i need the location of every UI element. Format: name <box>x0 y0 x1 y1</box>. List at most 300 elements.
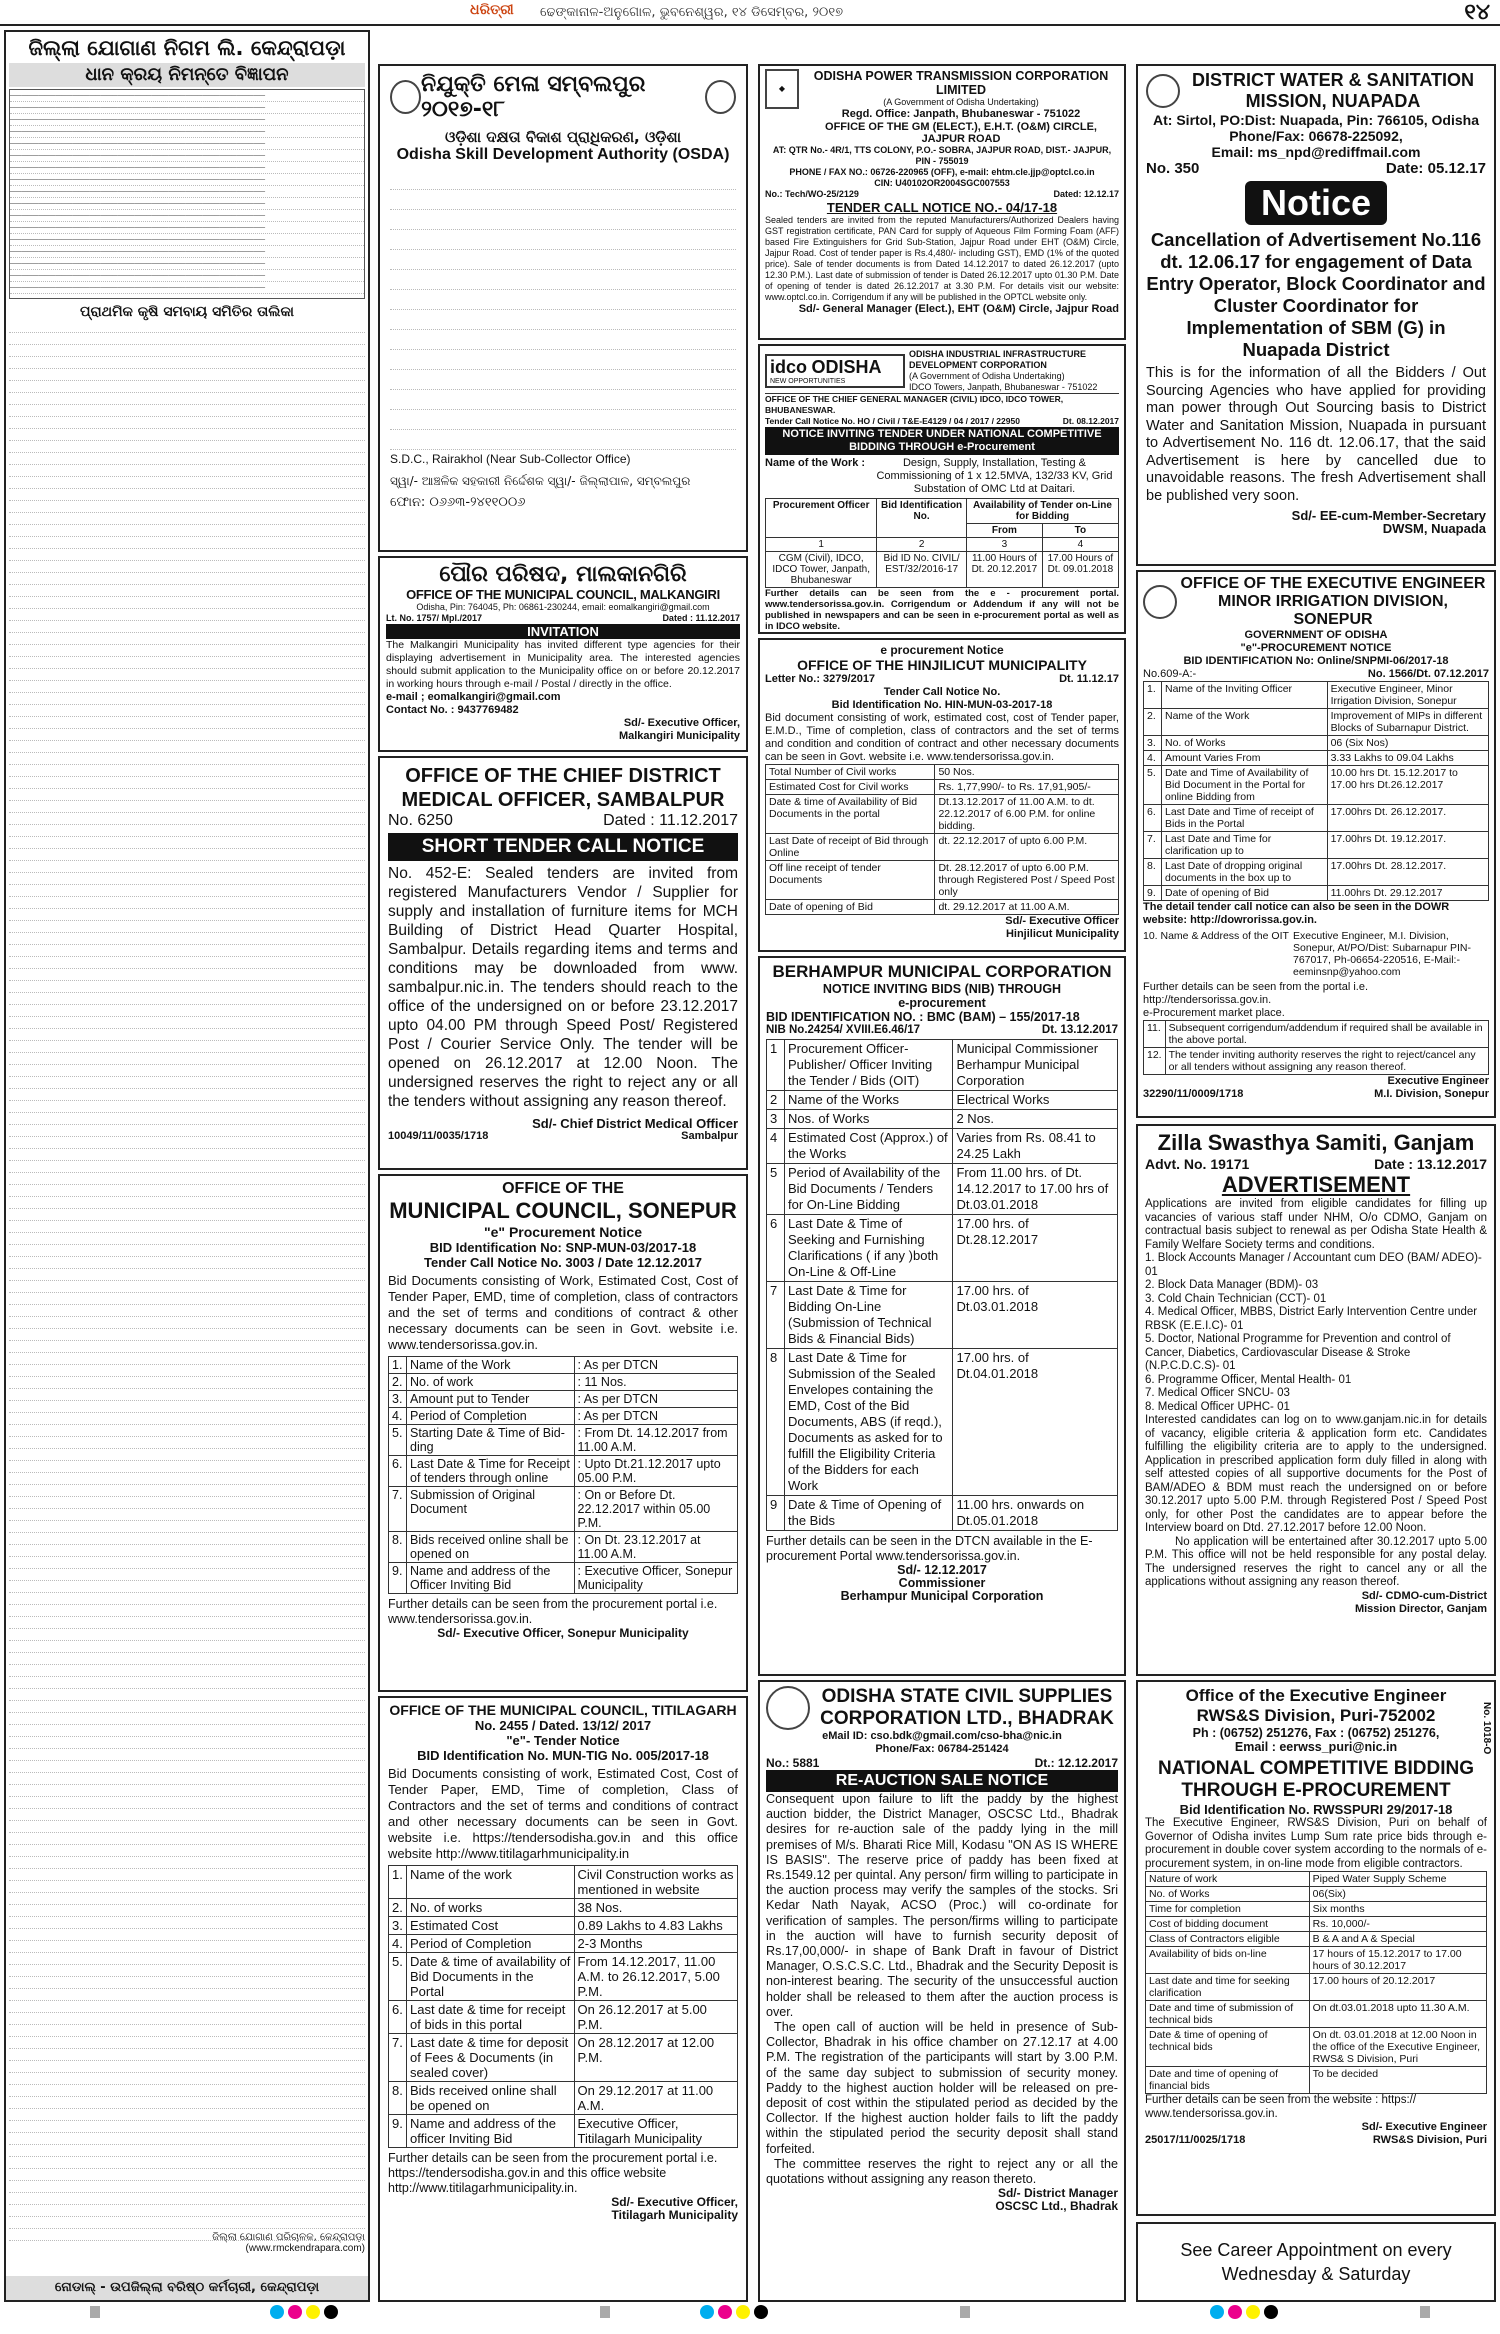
list-item <box>9 1629 365 1641</box>
list-item <box>9 1761 365 1773</box>
row-number: 6. <box>1144 805 1162 832</box>
row-label: Name of the Work <box>1162 709 1328 736</box>
list-item <box>9 1665 365 1677</box>
row-number: 2. <box>389 1374 407 1391</box>
list-item <box>9 993 365 1005</box>
letter-date: Dated : 11.12.2017 <box>662 613 740 623</box>
list-item <box>9 1737 365 1749</box>
cdmo-no: No. 6250 <box>388 812 453 829</box>
idco-office: OFFICE OF THE CHIEF GENERAL MANAGER (CIVIL) IDCO, IDCO TOWER, BHUBANESWAR. <box>765 394 1064 415</box>
row-label: Time for completion <box>1146 1902 1310 1917</box>
berhampur-table <box>766 1039 1118 1531</box>
row-number: 3. <box>1144 736 1162 751</box>
idco-title: ODISHA INDUSTRIAL INFRASTRUCTURE DEVELOPMENT CORPORATION <box>909 349 1086 370</box>
optcl-office: OFFICE OF THE GM (ELECT.), E.H.T. (O&M) CIRCLE, JAJPUR ROAD <box>825 121 1097 145</box>
hinjilicut-bid: Bid Identification No. HIN-MUN-03-2017-18 <box>831 699 1053 711</box>
row-number: 3 <box>767 1110 785 1129</box>
zss-body: Interested candidates can log on to www.ganjam.nic.in for details of vacancy, eligible criteria & application form etc. Candidates fulfilling the eligibility criteria are to apply to the undersigned. Application in prescribed application form duly filled in along with self attested copies of all supportive documents for the Post of BAM/ADEO & BDM must reach the undersigned on or before 30.12.2017 upto 5.00 P.M. through Registered Post / Speed Post only, for other Post the candidates are to appear before the Interview board on Dtd. 27.12.2017 before 12.00 Noon. <box>1145 1414 1487 1534</box>
row-label: Period of Completion <box>407 1935 575 1953</box>
row-value: 11.00hrs Dt. 29.12.2017 <box>1327 886 1488 901</box>
list-item <box>9 1905 365 1917</box>
table-row <box>389 2034 738 2082</box>
list-item <box>9 2193 365 2205</box>
berhampur-bid: BID IDENTIFICATION NO. : BMC (BAM) – 155/2017-18 <box>766 1010 1080 1024</box>
idco-tagline: NEW OPPORTUNITIES <box>770 378 846 385</box>
table-row <box>1146 2028 1487 2067</box>
row-value: On 29.12.2017 at 11.00 A.M. <box>574 2082 737 2115</box>
row-number: 7. <box>389 1487 407 1532</box>
reauction-bar: RE-AUCTION SALE NOTICE <box>766 1770 1118 1792</box>
oscsc-body2: The open call of auction will be held in presence of Sub-Collector, Bhadrak in his office chamber on 27.12.17 at 4.00 P.M. The registration of the participants will start by 3.00 P.M. of the same day subject to submission of security money. Paddy to the highest auction holder will be released on pre-deposit of cost within the stipulated period as decided by the Collector. If the highest auction holder fails to lift the paddy within the stipulated period the security deposit shall stand forfeited. <box>766 2020 1118 2156</box>
row-label: Last Date & Time of Seeking and Furnishing Clarifications ( if any )both On-Line & Off-Line <box>785 1215 953 1282</box>
row-number: 1. <box>389 1866 407 1899</box>
list-item <box>9 1521 365 1533</box>
titilagarh-table <box>388 1865 738 2148</box>
list-item <box>9 957 365 969</box>
row-label: Date of opening of Bid <box>1162 886 1328 901</box>
berhampur-nib-notice <box>758 956 1126 1676</box>
row-number: 9. <box>389 2115 407 2148</box>
sonepur-title2: MUNICIPAL COUNCIL, SONEPUR <box>389 1198 737 1223</box>
list-item <box>9 1797 365 1809</box>
cdmo-short-tender <box>378 756 748 1170</box>
list-item <box>9 1365 365 1377</box>
table-row <box>1146 2001 1487 2028</box>
list-item <box>9 1701 365 1713</box>
list-item <box>9 1941 365 1953</box>
list-item <box>9 1785 365 1797</box>
optcl-title: ODISHA POWER TRANSMISSION CORPORATION LIMITED <box>813 69 1109 97</box>
minor-oit-label: 10. Name & Address of the OIT <box>1143 930 1289 942</box>
minor-sig2: M.I. Division, Sonepur <box>1374 1088 1489 1100</box>
list-item <box>9 921 365 933</box>
cdmo-title2: MEDICAL OFFICER, SAMBALPUR <box>401 789 725 811</box>
list-item <box>9 441 365 453</box>
row-number: 5. <box>1144 766 1162 805</box>
list-item <box>9 825 365 837</box>
list-item <box>9 1137 365 1149</box>
berhampur-sub1: NOTICE INVITING BIDS (NIB) THROUGH <box>822 982 1062 996</box>
bottom-bar: ନୋଡାଲ୍ - ଉପଜିଲ୍ଲା ବରିଷ୍ଠ କର୍ମଚାରୀ, କେନ୍ଦ୍ରାପଡ଼ା <box>6 2276 368 2300</box>
row-number: 2. <box>389 1899 407 1917</box>
sonepur-footer: Further details can be seen from the procurement portal i.e. www.tendersorissa.gov.in. <box>388 1597 718 1626</box>
idco-tender-notice <box>758 344 1126 634</box>
optcl-ref <box>765 189 1119 200</box>
registration-mark-magenta <box>288 2305 302 2319</box>
row-value: : On or Before Dt. 22.12.2017 within 05.00 P.M. <box>574 1487 737 1532</box>
row-number: 1. <box>389 1357 407 1374</box>
row-value: 06 (Six Nos) <box>1327 736 1488 751</box>
row-value: On dt. 03.01.2018 at 12.00 Noon in the office of the Executive Engineer, RWS& S Division, Puri <box>1309 2028 1486 2067</box>
row-label: Procurement Officer-Publisher/ Officer Inviting the Tender / Bids (OIT) <box>785 1040 953 1091</box>
emblem-icon <box>1146 74 1180 108</box>
list-item <box>9 2061 365 2073</box>
list-item <box>9 2001 365 2013</box>
registration-mark-yellow <box>1246 2305 1260 2319</box>
ad-subtitle: ଧାନ କ୍ରୟ ନିମନ୍ତେ ବିଜ୍ଞାପନ <box>9 63 365 87</box>
table-row <box>1146 1902 1487 1917</box>
hinjilicut-sig1: Sd/- Executive Officer <box>1005 915 1119 927</box>
list-item: 3. Cold Chain Technician (CCT)- 01 <box>1145 1292 1327 1305</box>
list-item <box>9 765 365 777</box>
cdmo-code: 10049/11/0035/1718 <box>388 1130 489 1142</box>
table-row <box>389 1899 738 1917</box>
row-value: 17 hours of 15.12.2017 to 17.00 hours of 30.12.2017 <box>1309 1947 1486 1974</box>
idco-c2: 2 <box>877 538 967 552</box>
oscsc-reauction-notice <box>758 1680 1126 2302</box>
row-number: 7. <box>389 2034 407 2082</box>
minor-r11-no: 11. <box>1144 1021 1166 1048</box>
row-number: 4. <box>1144 751 1162 766</box>
osda-job-fair-notice <box>378 64 748 552</box>
row-label: Period of Completion <box>407 1408 575 1425</box>
zss-body2: No application will be entertained after 30.12.2017 upto 5.00 P.M. This office will not be held responsible for any postal delay. The undersigned reserves the right to cancel any or all the applications without assigning any reason thereof. <box>1145 1535 1487 1588</box>
list-item <box>9 2049 365 2061</box>
rwss-side-no: No. 1018-O <box>1481 1702 1492 1755</box>
paper-logo: ଧରିତ୍ରୀ <box>470 2 514 18</box>
odisha-logo-text: ODISHA <box>811 357 882 377</box>
table-row <box>1146 1932 1487 1947</box>
list-item <box>9 1893 365 1905</box>
row-number: 8. <box>389 1532 407 1563</box>
list-item <box>9 1581 365 1593</box>
list-item <box>9 1353 365 1365</box>
society-list <box>9 321 365 2266</box>
oscsc-title1: ODISHA STATE CIVIL SUPPLIES <box>821 1686 1113 1707</box>
minor-sub: "e"-PROCUREMENT NOTICE <box>1240 642 1392 654</box>
row-label: Date & time of Availability of Bid Documents in the portal <box>766 795 935 834</box>
list-item <box>9 633 365 645</box>
row-value: From 11.00 hrs. of Dt. 14.12.2017 to 17.00 hrs of Dt.03.01.2018 <box>953 1164 1118 1215</box>
titilagarh-title: OFFICE OF THE MUNICIPAL COUNCIL, TITILAGARH <box>389 1702 737 1718</box>
row-value: Civil Construction works as mentioned in website <box>574 1866 737 1899</box>
list-item <box>9 885 365 897</box>
list-item <box>9 1725 365 1737</box>
table-row <box>1146 1917 1487 1932</box>
table-row <box>767 1164 1118 1215</box>
list-item: 4. Medical Officer, MBBS, District Early Intervention Centre under RBSK (E.E.I.C)- 01 <box>1145 1306 1478 1332</box>
registration-mark-yellow <box>306 2305 320 2319</box>
society-list-heading: ପ୍ରାଥମିକ କୃଷି ସମବାୟ ସମିତିର ତାଲିକା <box>80 304 294 320</box>
row-label: Amount Varies From <box>1162 751 1328 766</box>
list-item <box>9 1545 365 1557</box>
optcl-tcn: TENDER CALL NOTICE NO.- 04/17-18 <box>826 200 1058 215</box>
dateline: ଢେଙ୍କାନାଳ-ଅନୁଗୋଳ, ଭୁବନେଶ୍ୱର, ୧୪ ଡିସେମ୍ବର, ୨୦୧୭ <box>540 5 844 20</box>
oscsc-email: eMail ID: cso.bdk@gmail.com/cso-bha@nic.in <box>822 1730 1062 1742</box>
row-number: 5 <box>767 1164 785 1215</box>
list-item <box>9 1485 365 1497</box>
zss-ganjam-advertisement <box>1136 1124 1496 1676</box>
list-item <box>9 741 365 753</box>
hinjilicut-letter-row <box>765 673 1119 686</box>
osda-venue: S.D.C., Rairakhol (Near Sub-Collector Office) <box>390 452 631 466</box>
row-number: 5. <box>389 1953 407 2001</box>
osda-org-en: Odisha Skill Development Authority (OSDA) <box>396 146 730 163</box>
rwss-title2: RWS&S Division, Puri-752002 <box>1196 1706 1436 1725</box>
row-value: : As per DTCN <box>574 1408 737 1425</box>
row-value: dt. 22.12.2017 of upto 6.00 P.M. <box>935 834 1119 861</box>
table-row <box>1144 751 1489 766</box>
titilagarh-sig2: Titilagarh Municipality <box>611 2208 738 2222</box>
table-row <box>766 765 1119 780</box>
list-item <box>9 1317 365 1329</box>
optcl-sig: Sd/- General Manager (Elect.), EHT (O&M) Circle, Jajpur Road <box>798 303 1119 315</box>
oscsc-phone: Phone/Fax: 06784-251424 <box>875 1743 1009 1755</box>
list-item <box>9 333 365 345</box>
registration-mark-magenta <box>1228 2305 1242 2319</box>
titilagarh-no: No. 2455 / Dated. 13/12/ 2017 <box>474 1718 652 1733</box>
oscsc-sig1: Sd/- District Manager <box>997 2186 1118 2201</box>
dwsm-title1: DISTRICT WATER & SANITATION <box>1192 70 1474 90</box>
row-label: Date of opening of Bid <box>766 900 935 915</box>
row-label: Date & time of opening of technical bids <box>1146 2028 1310 2067</box>
list-item <box>9 417 365 429</box>
row-value: : 11 Nos. <box>574 1374 737 1391</box>
zss-heading: ADVERTISEMENT <box>1221 1172 1411 1197</box>
hinjilicut-tcn: Tender Call Notice No. <box>883 686 1001 698</box>
table-row <box>767 1496 1118 1531</box>
row-value: dt. 29.12.2017 at 11.00 A.M. <box>935 900 1119 915</box>
cdmo-sig: Sd/- Chief District Medical Officer <box>532 1116 738 1131</box>
idco-tcn: Tender Call Notice No. HO / Civil / T&E-E4129 / 04 / 2017 / 22950 <box>765 416 1020 426</box>
list-item <box>9 1617 365 1629</box>
cdmo-body: No. 452-E: Sealed tenders are invited from registered Manufacturers Vendor / Supplier for supply and installation of furniture items for MCH Building of District Head Quarter Hospital, Sambalpur. Details regarding items and terms and conditions may be downloaded from www. sambalpur.nic.in. The tenders should reach to the office of the undersigned on or before 23.12.2017 upto 04.00 PM through Speed Post/ Registered Post / Courier Service Only. The tender will be opened on 26.12.2017 at 12.00 Noon. The undersigned reserves the right to reject any or all the tenders without assigning any reason thereof. <box>388 865 738 1110</box>
list-item <box>9 1833 365 1845</box>
row-value: Executive Officer, Titilagarh Municipality <box>574 2115 737 2148</box>
list-item <box>9 2169 365 2181</box>
list-item <box>9 669 365 681</box>
row-label: Submission of Original Document <box>407 1487 575 1532</box>
idco-work: Design, Supply, Installation, Testing & Commissioning of 1 x 12.5MVA, 132/33 KV, Grid Substation of OMC Ltd at Daitari. <box>876 457 1113 495</box>
list-item <box>9 873 365 885</box>
minor-further: Further details can be seen from the portal i.e. http://tendersorissa.gov.in. <box>1143 981 1369 1006</box>
list-item <box>9 981 365 993</box>
table-row <box>389 1866 738 1899</box>
oscsc-body1: Consequent upon failure to lift the paddy by the highest auction bidder, the District Manager, OSCSC Ltd., Bhadrak desires for re-auction sale of the paddy lying in the mill premises of M/s. Bharati Rice Mill, Kodasu "ON AS IS WHERE IS BASIS". The reserve price of paddy has been fixed at Rs.1549.12 per quintal. Any person/ firm willing to participate in the auction process may verify the samples of the stocks. Sri Kedar Nath Nayak, ACSO (Proc.) will co-ordinate for verification of samples. The person/firms willing to participate in the auction will have to furnish security deposit of Rs.17,00,000/- in shape of Bank Draft in favour of District Manager, O.S.C.S.C. Ltd., Bhadrak and the Security Deposit is non-interest bearing. The security of the unsuccessful auction holder shall be released to them after the auction process is over. <box>766 1792 1118 2019</box>
osda-phone: ଫୋନ: ୦୬୬୩-୨୪୧୧୦୦୬ <box>390 495 526 510</box>
list-item <box>9 345 365 357</box>
osda-signature: ସ୍ୱା/- ଆଞ୍ଚଳିକ ସହକାରୀ ନିର୍ଦ୍ଦେଶକ ସ୍ୱା/- ଜିଲ୍ଲାପାଳ, ସମ୍ବଲପୁର <box>390 474 691 488</box>
minor-title2: MINOR IRRIGATION DIVISION, SONEPUR <box>1218 593 1448 628</box>
osda-title: ନିଯୁକ୍ତି ମେଳା ସମ୍ବଲପୁର ୨୦୧୭-୧୮ <box>420 72 646 122</box>
dwsm-heading: Cancellation of Advertisement No.116 dt. 12.06.17 for engagement of Data Entry Operator, Block Coordinator and Cluster Coordinator for Implementation of SBM (G) in Nuapada District <box>1146 229 1486 360</box>
minor-title1: OFFICE OF THE EXECUTIVE ENGINEER <box>1180 575 1486 592</box>
list-item <box>9 1989 365 2001</box>
list-item <box>9 837 365 849</box>
row-label: Nos. of Works <box>785 1110 953 1129</box>
row-number: 8 <box>767 1349 785 1496</box>
oscsc-sig2: OSCSC Ltd., Bhadrak <box>995 2199 1118 2214</box>
hinjilicut-body: Bid document consisting of work, estimated cost, cost of Tender paper, E.M.D., Time of completion, class of contractors and the set of terms and condition and condition of contract and other necessary documents can be seen in Govt. website i.e. www.tendersorissa.gov.in. <box>765 712 1119 763</box>
row-label: No. of works <box>407 1899 575 1917</box>
gray-mark <box>960 2306 970 2318</box>
row-label: Nature of work <box>1146 1872 1310 1887</box>
malkangiri-email: e-mail ; eomalkangiri@gmail.com <box>386 691 561 703</box>
table-row <box>389 1563 738 1594</box>
row-value: Piped Water Supply Scheme <box>1309 1872 1486 1887</box>
row-label: Name and address of the officer Inviting Bid <box>407 2115 575 2148</box>
footer-signature: ଜିଲ୍ଲା ଯୋଗାଣ ପରିଚାଳକ, କେନ୍ଦ୍ରାପଡ଼ା <box>212 2232 365 2243</box>
optcl-body: Sealed tenders are invited from the reputed Manufacturers/Authorized Dealers having GST registration certificate, PAN Card for supply of Aqueous Film Forming Foam (AFF) based Fire Extinguishers for Grid Sub-Station, Jajpur Road under EHT (O&M) Circle, Jajpur Road. Cost of tender paper is Rs.4,480/- including GST), EMD (1% of the quoted price). Sale of tender documents is from Dated 14.12.2017 to dated 26.12.2017 (upto 12.30 P.M.). Last date of submission of tender is Dated 26.12.2017 upto 01.30 P.M. Date of opening of tender is dated 26.12.2017 at 3.30 P.M. For details visit our website: www.optcl.co.in. Corrigendum if any will be published in the OPTCL website only. <box>765 215 1119 302</box>
list-item: 7. Medical Officer SNCU- 03 <box>1145 1387 1290 1399</box>
minor-ref <box>1143 668 1489 681</box>
table-row <box>767 1215 1118 1282</box>
list-item <box>9 1473 365 1485</box>
idco-h3: Availability of Tender on-Line for Bidding <box>966 499 1118 524</box>
list-item <box>9 1677 365 1689</box>
row-number: 7 <box>767 1282 785 1349</box>
table-row <box>1146 1887 1487 1902</box>
list-item <box>9 1125 365 1137</box>
row-value: 2-3 Months <box>574 1935 737 1953</box>
table-row <box>1144 709 1489 736</box>
table-row <box>389 1391 738 1408</box>
sonepur-title1: OFFICE OF THE <box>502 1180 624 1197</box>
row-value: On 28.12.2017 at 12.00 P.M. <box>574 2034 737 2082</box>
idco-c3: 3 <box>966 538 1042 552</box>
notice-badge-wrap <box>1146 181 1486 225</box>
rwss-puri-ncb-notice <box>1136 1680 1496 2216</box>
list-item <box>9 1569 365 1581</box>
row-number: 4 <box>767 1129 785 1164</box>
list-item <box>9 1641 365 1653</box>
minor-gov: GOVERNMENT OF ODISHA <box>1244 629 1388 641</box>
row-label: Class of Contractors eligible <box>1146 1932 1310 1947</box>
list-item <box>9 693 365 705</box>
dwsm-body: This is for the information of all the Bidders / Out Sourcing Agencies who have applied for providing man power through Out Sourcing basis to District Water and Sanitation Mission, Nuapada in pursuant to Advertisement No. 116 dt. 12.06.17, that the said Advertisement is here by cancelled due to unavoidable reasons. The fresh Advertisement shall be published very soon. <box>1146 365 1486 504</box>
dwsm-title2: MISSION, NUAPADA <box>1245 91 1421 111</box>
list-item <box>9 777 365 789</box>
row-number: 1. <box>1144 682 1162 709</box>
table-row <box>389 1532 738 1563</box>
list-item <box>9 717 365 729</box>
row-value: 50 Nos. <box>935 765 1119 780</box>
list-item <box>9 1053 365 1065</box>
hinjilicut-top: e procurement Notice <box>880 643 1004 657</box>
list-item <box>9 2097 365 2109</box>
berhampur-sig2: Commissioner <box>898 1576 986 1590</box>
list-item <box>9 801 365 813</box>
list-item <box>9 1749 365 1761</box>
idco-header <box>765 349 1119 394</box>
list-item <box>9 1305 365 1317</box>
list-item: 2. Block Data Manager (BDM)- 03 <box>1145 1279 1319 1291</box>
table-row <box>389 1374 738 1391</box>
cdmo-ref <box>388 812 738 830</box>
row-label: Name of the Work <box>407 1357 575 1374</box>
list-item <box>9 2217 365 2229</box>
row-value: 0.89 Lakhs to 4.83 Lakhs <box>574 1917 737 1935</box>
row-label: Last Date and Time of receipt of Bids in the Portal <box>1162 805 1328 832</box>
row-value: : Executive Officer, Sonepur Municipality <box>574 1563 737 1594</box>
list-item <box>9 1293 365 1305</box>
table-row <box>389 2082 738 2115</box>
row-label: Last Date of receipt of Bid through Online <box>766 834 935 861</box>
malkangiri-ref <box>386 613 740 624</box>
row-number: 8. <box>389 2082 407 2115</box>
list-item <box>9 1089 365 1101</box>
zss-date: Date : 13.12.2017 <box>1374 1156 1487 1172</box>
row-label: Amount put to Tender <box>407 1391 575 1408</box>
list-item <box>9 969 365 981</box>
list-item <box>9 1233 365 1245</box>
row-number: 6. <box>389 2001 407 2034</box>
row-label: Last Date & Time for Receipt of tenders through online <box>407 1456 575 1487</box>
list-item <box>9 453 365 465</box>
list-item <box>9 789 365 801</box>
idco-v2: Bid ID No. CIVIL/ EST/32/2016-17 <box>877 552 967 588</box>
hinjilicut-letter: Letter No.: 3279/2017 <box>765 673 876 685</box>
list-item <box>9 1209 365 1221</box>
berhampur-sig1: Sd/- 12.12.2017 <box>897 1563 987 1577</box>
row-label: Total Number of Civil works <box>766 765 935 780</box>
hinjilicut-title: OFFICE OF THE HINJILICUT MUNICIPALITY <box>797 657 1087 673</box>
gray-mark <box>600 2306 610 2318</box>
table-row <box>389 1935 738 1953</box>
list-item <box>9 1593 365 1605</box>
optcl-date: Dated: 12.12.17 <box>1053 189 1119 199</box>
row-label: Estimated Cost (Approx.) of the Works <box>785 1129 953 1164</box>
rwss-bottom <box>1145 2134 1487 2147</box>
minor-table <box>1143 681 1489 901</box>
malkangiri-contact: Contact No. : 9437769482 <box>386 704 519 716</box>
optcl-header <box>765 69 1119 145</box>
list-item <box>9 2121 365 2133</box>
list-item <box>9 1605 365 1617</box>
sonepur-sub: "e" Procurement Notice <box>484 1224 642 1240</box>
minor-extra-table <box>1143 1020 1489 1075</box>
row-label: Name of the Inviting Officer <box>1162 682 1328 709</box>
table-row <box>1144 766 1489 805</box>
list-item <box>9 1281 365 1293</box>
row-value: 38 Nos. <box>574 1899 737 1917</box>
row-label: Last date & time for deposit of Fees & Documents (in sealed cover) <box>407 2034 575 2082</box>
cdmo-title1: OFFICE OF THE CHIEF DISTRICT <box>405 765 721 787</box>
idco-addr: IDCO Towers, Janpath, Bhubaneswar - 751022 <box>909 382 1098 392</box>
row-label: Last date and time for seeking clarification <box>1146 1974 1310 2001</box>
row-number: 3. <box>389 1917 407 1935</box>
sonepur-procurement-notice <box>378 1174 748 1692</box>
osda-body <box>390 170 736 450</box>
table-row <box>766 780 1119 795</box>
list-item: 1. Block Accounts Manager / Accountant cum DEO (BAM/ ADEO)- 01 <box>1145 1252 1482 1278</box>
list-item <box>9 1113 365 1125</box>
sonepur-table <box>388 1356 738 1594</box>
list-item <box>9 549 365 561</box>
list-item <box>9 1449 365 1461</box>
list-item <box>9 1689 365 1701</box>
rwss-code: 25017/11/0025/1718 <box>1145 2134 1246 2146</box>
dwsm-phone: Phone/Fax: 06678-225092, <box>1229 128 1403 144</box>
row-label: Cost of bidding document <box>1146 1917 1310 1932</box>
list-item <box>9 945 365 957</box>
intro-text-block: ───────────────────────────────────────────── ───────────────────────────────────────────── ───────────────────────────────────────────── ───────────────────────────────────────────── ───────────────────────────────────────────── ───────────────────────────────────────────── ───────────────────────────────────────────── ───────────────────────────────────────────── ───────────────────────────────────────────── ───────────────────────────────────────────── ───────────────────────────────────────────── ───────────────────────────────────────────── ───────────────────────────────────────────── ───────────────────────────────────────────── ───────────────────────────────────────────── ───────────────────────────────────────────── ───────────────────────────────────────────── <box>9 89 365 299</box>
table-row <box>389 1917 738 1935</box>
table-row <box>767 1349 1118 1496</box>
list-item <box>9 489 365 501</box>
letter-no: Lt. No. 1757/ Mpl./2017 <box>386 613 483 623</box>
row-value: Dt. 28.12.2017 of upto 6.00 P.M. through Registered Post / Speed Post only <box>935 861 1119 900</box>
short-tender-bar: SHORT TENDER CALL NOTICE <box>388 833 738 861</box>
list-item <box>9 753 365 765</box>
idco-h2: Bid Identification No. <box>877 499 967 538</box>
table-row <box>1146 1947 1487 1974</box>
row-label: Name of the work <box>407 1866 575 1899</box>
idco-v3: 11.00 Hours of Dt. 20.12.2017 <box>966 552 1042 588</box>
idco-footer: Further details can be seen from the e - procurement portal. www.tendersorissa.gov.in. Corrigendum or Addendum if any will not be published in newspapers and can be seen in e-procurement portal as well as in IDCO website. <box>765 588 1119 632</box>
table-row <box>1144 682 1489 709</box>
rwss-sig2: RWS&S Division, Puri <box>1372 2134 1487 2146</box>
